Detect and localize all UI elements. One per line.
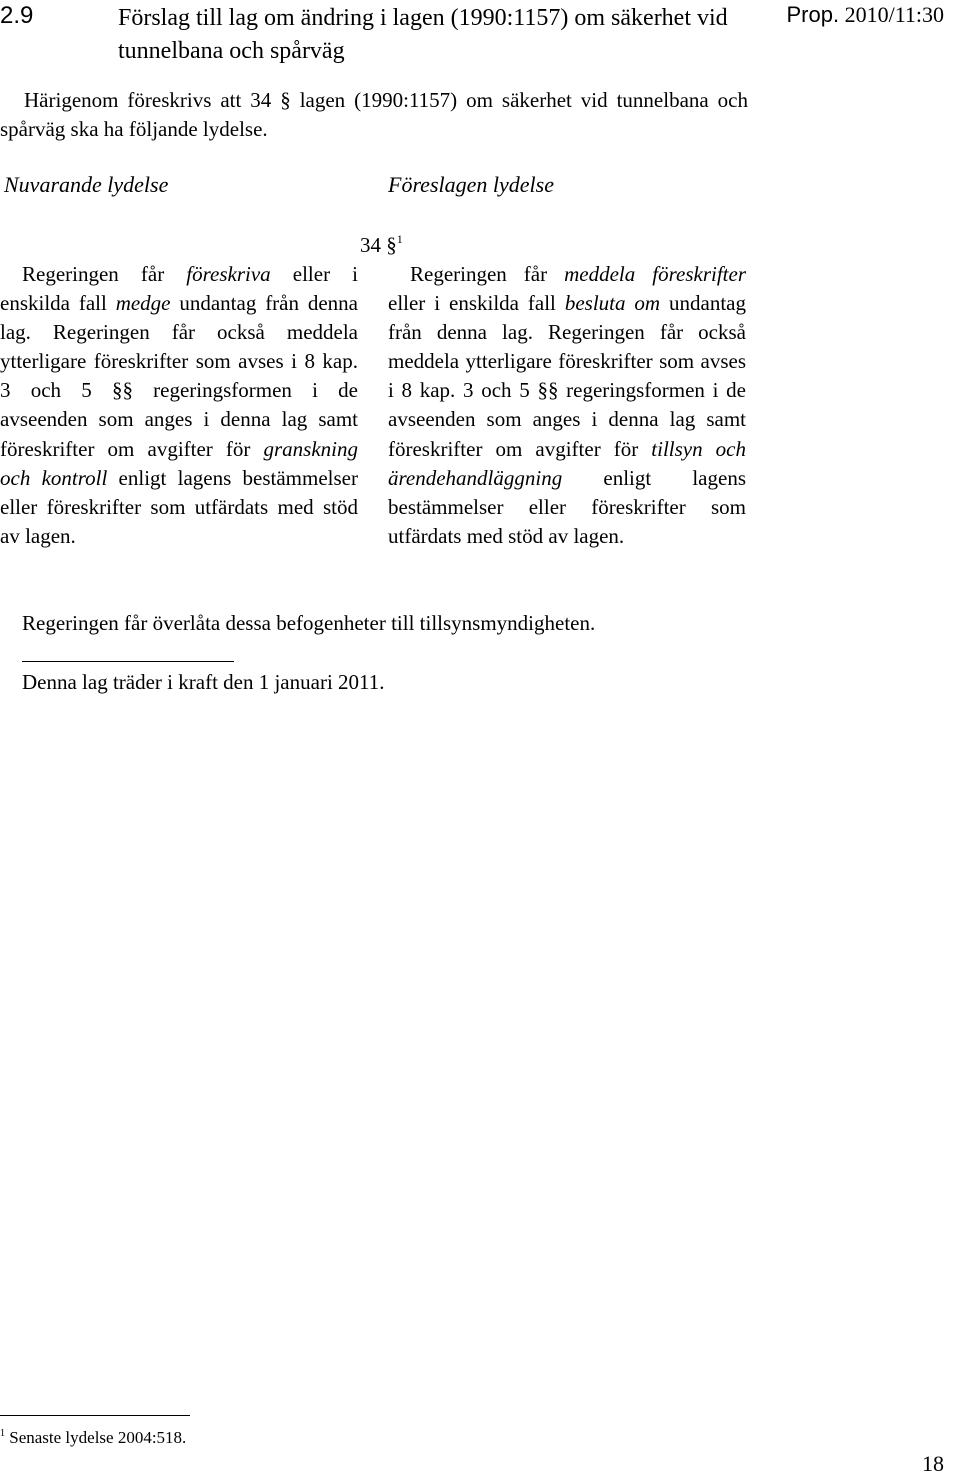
common-paragraph: Regeringen får överlåta dessa befogenheter till tillsynsmyndigheten. (22, 611, 596, 635)
amended-term: granskning och kontroll (0, 436, 358, 490)
text-run: eller i enskilda fall (0, 262, 358, 316)
proposed-wording-text (388, 260, 746, 551)
proposition-reference (786, 2, 944, 28)
text-run: enligt lagens bestämmelser eller föreskrifter som utfärdats med stöd av lagen. (0, 465, 358, 548)
introduction (0, 86, 748, 144)
amended-term: besluta om (564, 291, 661, 316)
text-run: undantag från denna lag. Regeringen får också meddela ytterligare föreskrifter som avses i 8 kap. 3 och 5 §§ regeringsformen i de avseenden som anges i denna lag samt föreskrifter om avgifter för (0, 291, 358, 461)
paragraph-label (360, 232, 403, 258)
page-number: 18 (922, 1451, 944, 1476)
footnote-number: 1 (0, 1428, 5, 1439)
section-title: Förslag till lag om ändring i lagen (1990:1157) om säkerhet vid tunnelbana och spårväg (118, 5, 728, 64)
text-run: eller i enskilda fall (388, 291, 565, 316)
current-wording-text (0, 260, 358, 551)
footnote-reference: 1 (396, 232, 403, 246)
current-wording-heading: Nuvarande lydelse (4, 172, 169, 197)
amended-term: medge (115, 291, 171, 316)
text-run: Regeringen får (410, 262, 565, 286)
amended-term: föreskriva (186, 262, 271, 286)
text-run: Regeringen får (22, 262, 187, 286)
section-number: 2.9 (0, 2, 34, 29)
text-run: undantag från denna lag. Regeringen får också meddela ytterligare föreskrifter som avses i 8 kap. 3 och 5 §§ regeringsformen i de avseenden som anges i denna lag samt föreskrifter om avgifter för (388, 291, 746, 461)
proposed-wording-heading: Föreslagen lydelse (388, 172, 554, 197)
text-run: enligt lagens bestämmelser eller föreskrifter som utfärdats med stöd av lagen. (388, 465, 746, 548)
amended-term: meddela föreskrifter (564, 262, 746, 286)
footnote-text: Senaste lydelse 2004:518. (9, 1428, 187, 1447)
common-text (0, 609, 760, 638)
intro-text: Härigenom föreskrivs att 34 § lagen (1990:1157) om säkerhet vid tunnelbana och spårväg ska ha följande lydelse. (0, 88, 748, 141)
enactment-clause: Denna lag träder i kraft den 1 januari 2011. (22, 670, 385, 694)
paragraph-number: 34 § (360, 233, 397, 257)
prop-number: 2010/11:30 (844, 2, 944, 27)
proposed-wording-column (388, 260, 746, 551)
separator-line (22, 661, 234, 662)
footnote (0, 1428, 186, 1448)
footnote-separator (0, 1415, 190, 1416)
amended-term: tillsyn och ärendehandläggning (388, 436, 746, 490)
current-wording-column (0, 260, 358, 551)
prop-label: Prop. (786, 2, 840, 27)
